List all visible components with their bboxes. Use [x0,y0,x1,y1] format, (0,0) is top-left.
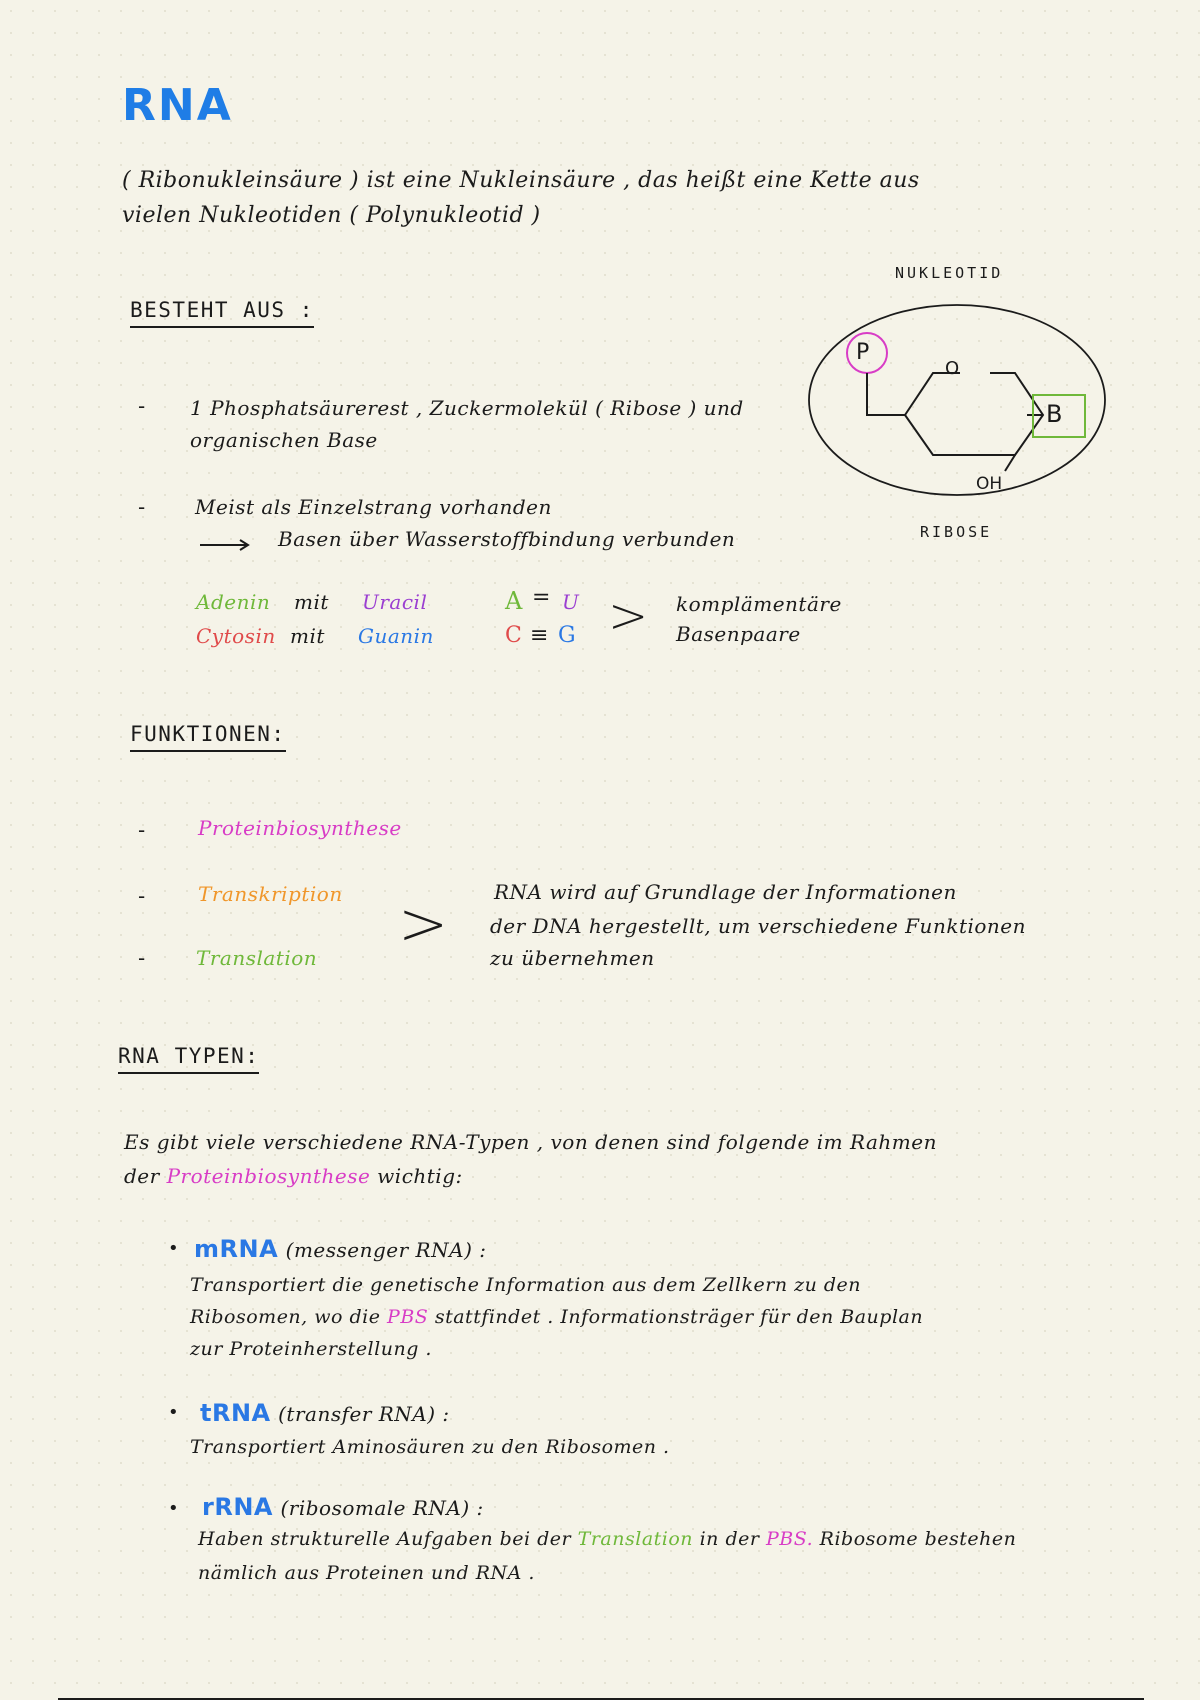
trna-line-1: Transportiert Aminosäuren zu den Ribosomen . [190,1436,670,1458]
funktion-proteinbiosynthese: Proteinbiosynthese [198,816,402,840]
diagram-label-ribose: RIBOSE [920,523,993,541]
section-heading-funktionen: FUNKTIONEN: [130,722,286,752]
trna-name: tRNA [200,1399,271,1427]
phosphate-label: P [856,340,870,365]
bullet-dot: • [168,1238,179,1259]
funktionen-desc-line-3: zu übernehmen [490,946,655,970]
funktion-transkription: Transkription [198,882,343,906]
besteht-item-1-line-1: 1 Phosphatsäurerest , Zuckermolekül ( Ribose ) und [190,396,744,420]
bullet-dash: - [138,946,146,970]
funktionen-desc-line-2: der DNA hergestellt, um verschiedene Funktionen [490,914,1027,938]
mit-label: mit [290,624,325,648]
mrna-line-1: Transportiert die genetische Information aus dem Zellkern zu den [190,1274,862,1296]
trna-full: (transfer RNA) : [278,1402,450,1426]
pairs-brace: > [608,588,649,644]
bond-double: = [532,585,551,610]
rrna-line-1-post: Ribosome bestehen [819,1528,1017,1550]
mrna-heading [194,1232,486,1267]
typen-intro-post: wichtig: [377,1164,463,1188]
base-adenin: Adenin [196,590,271,614]
oxygen-label: O [945,358,960,379]
intro-line-1: ( Ribonukleinsäure ) ist eine Nukleinsäure , das heißt eine Kette aus [122,168,920,193]
mrna-line-2 [190,1304,923,1332]
bullet-dash: - [138,818,146,842]
rrna-line-1-pre: Haben strukturelle Aufgaben bei der [198,1528,572,1550]
rrna-heading [202,1490,484,1525]
arrow-right-icon [200,536,248,555]
base-label: B [1046,400,1063,428]
rrna-translation: Translation [577,1528,694,1550]
funktion-translation: Translation [196,946,318,970]
rrna-line-1 [198,1526,1016,1554]
nucleotide-diagram [805,285,1115,515]
rrna-pbs: PBS. [765,1528,814,1550]
section-heading-besteht-aus: BESTEHT AUS : [130,298,314,328]
bullet-dot: • [168,1402,179,1423]
mrna-pbs: PBS [387,1306,429,1328]
typen-intro-highlight: Proteinbiosynthese [166,1164,371,1188]
rrna-line-1-mid: in der [699,1528,760,1550]
typen-intro-line-2 [124,1162,463,1191]
pairs-label-line-2: Basenpaare [676,622,801,646]
bullet-dash: - [138,884,146,908]
section-heading-rna-typen: RNA TYPEN: [118,1044,259,1074]
bullet-dash: - [138,495,146,519]
mrna-line-2-post: stattfindet . Informationsträger für den Bauplan [434,1306,924,1328]
page-title: RNA [122,80,233,131]
bullet-dash: - [138,394,146,418]
besteht-item-2-line-2: Basen über Wasserstoffbindung verbunden [278,527,736,551]
mrna-line-3: zur Proteinherstellung . [190,1338,432,1360]
trna-heading [200,1396,450,1431]
rrna-name: rRNA [202,1493,273,1521]
mit-label: mit [294,590,329,614]
mrna-name: mRNA [194,1235,279,1263]
funktionen-desc-line-1: RNA wird auf Grundlage der Informationen [494,880,957,904]
hydroxyl-label: OH [976,474,1003,494]
besteht-item-2-line-1: Meist als Einzelstrang vorhanden [195,495,552,519]
intro-line-2: vielen Nukleotiden ( Polynukleotid ) [122,203,541,228]
base-guanin: Guanin [358,624,434,648]
funktionen-brace: > [398,889,449,959]
rrna-full: (ribosomale RNA) : [280,1496,484,1520]
short-c: C [505,623,523,648]
diagram-label-nukleotid: NUKLEOTID [895,264,1004,282]
rrna-line-2: nämlich aus Proteinen und RNA . [198,1562,535,1584]
bond-triple: ≡ [530,623,549,648]
typen-intro-pre: der [124,1164,160,1188]
short-g: G [558,623,577,648]
short-a: A [505,587,523,615]
base-cytosin: Cytosin [196,624,276,648]
short-u: U [562,590,580,614]
mrna-line-2-pre: Ribosomen, wo die [190,1306,381,1328]
besteht-item-1-line-2: organischen Base [190,428,378,452]
mrna-full: (messenger RNA) : [285,1238,487,1262]
bullet-dot: • [168,1498,179,1519]
pairs-label-line-1: komplämentäre [676,592,842,616]
base-uracil: Uracil [362,590,428,614]
typen-intro-line-1: Es gibt viele verschiedene RNA-Typen , von denen sind folgende im Rahmen [124,1130,937,1154]
